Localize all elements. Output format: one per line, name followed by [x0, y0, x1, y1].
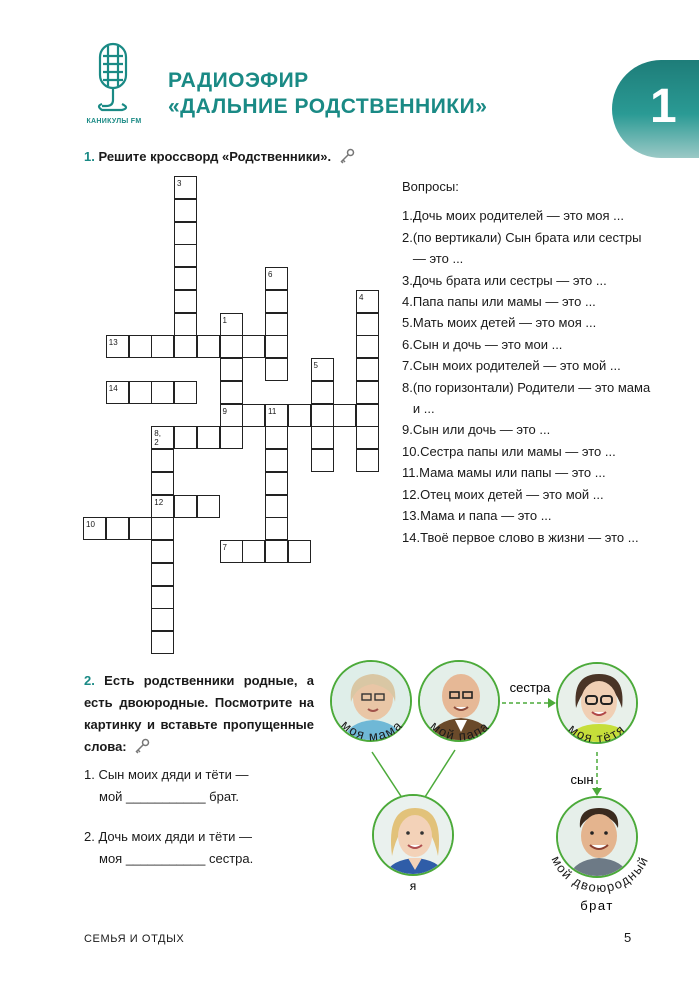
clue-number: 1: [222, 315, 227, 325]
question-text: Дочь моих родителей — это моя ...: [412, 208, 625, 224]
clue-number: 6: [268, 270, 273, 279]
clue-number: 14: [108, 383, 118, 393]
question-number: 5.: [402, 315, 413, 331]
question-text: Сын и дочь — это мои ...: [412, 336, 563, 352]
clue-number: 13: [108, 338, 118, 348]
question-text: Папа папы или мамы — это ...: [412, 294, 596, 310]
mom-label: моя мама: [338, 717, 406, 744]
chapter-number: 1: [650, 80, 677, 133]
cousin-label-2: брат: [580, 898, 614, 913]
question-number: 12.: [402, 486, 421, 502]
title-line-1: РАДИОЭФИР: [168, 69, 309, 92]
question-text: Мать моих детей — это моя ...: [412, 315, 597, 331]
question-text: Твоё первое слово в жизни — это ...: [420, 529, 639, 545]
clue-number: 4: [359, 292, 364, 302]
question-text: (по вертикали) Сын брата или сестры — это ...: [412, 229, 642, 267]
clue-number: 11: [268, 406, 277, 416]
question-number: 1.: [402, 208, 413, 224]
clue-number: 10: [86, 520, 95, 530]
task2-number: 2.: [84, 673, 95, 688]
question-number: 3.: [402, 272, 413, 288]
question-number: 10.: [402, 443, 421, 459]
me-label: я: [409, 879, 417, 893]
question-number: 4.: [402, 294, 413, 310]
logo-text: КАНИКУЛЫ FM: [86, 118, 142, 125]
cousin-label: мой двоюродный: [548, 853, 652, 896]
page-number: 5: [624, 930, 632, 945]
question-text: (по горизонтали) Родители — это мама и ...: [412, 379, 651, 417]
aunt-label: моя тётя: [565, 721, 629, 746]
question-number: 9.: [402, 422, 413, 438]
dad-label: мой папа: [427, 718, 493, 744]
sentence-2-line-1: 2. Дочь моих дяди и тёти —: [84, 829, 253, 844]
question-number: 11.: [402, 465, 420, 481]
footer-section: СЕМЬЯ И ОТДЫХ: [84, 933, 185, 945]
question-number: 8.: [402, 379, 413, 395]
clue-number: 7: [222, 543, 227, 552]
sentence-1-line-2: мой ___________ брат.: [99, 789, 239, 804]
sister-label: сестра: [509, 680, 551, 695]
clue-number: 12: [154, 497, 164, 507]
question-number: 14.: [402, 529, 421, 545]
son-label: сын: [570, 772, 594, 787]
questions-title: Вопросы:: [402, 179, 459, 194]
clue-number: 8, 2: [154, 429, 161, 448]
question-number: 7.: [402, 358, 413, 374]
task1-number: 1.: [84, 149, 95, 164]
question-text: Мама и папа — это ...: [420, 508, 552, 524]
question-text: Сын моих родителей — это мой ...: [412, 358, 621, 374]
question-number: 6.: [402, 336, 413, 352]
sentence-2-line-2: моя ___________ сестра.: [99, 851, 254, 866]
question-text: Сын или дочь — это ...: [412, 422, 551, 438]
question-text: Сестра папы или мамы — это ...: [420, 443, 616, 459]
title-line-2: «ДАЛЬНИЕ РОДСТВЕННИКИ»: [168, 95, 488, 118]
sentence-1-line-1: 1. Сын моих дяди и тёти —: [84, 767, 249, 782]
clue-number: 5: [313, 361, 318, 370]
clue-number: 3: [177, 179, 182, 188]
question-number: 13.: [402, 508, 421, 524]
question-text: Отец моих детей — это мой ...: [420, 486, 604, 502]
question-text: Дочь брата или сестры — это ...: [412, 272, 607, 288]
task1-text: Решите кроссворд «Родственники».: [98, 149, 332, 164]
clue-number: 9: [222, 406, 227, 416]
task2-text: Есть родственники родные, а есть двоюродные. Посмотрите на картинку и вставьте пропущенные слова:: [84, 673, 314, 754]
question-number: 2.: [402, 229, 413, 245]
question-text: Мама мамы или папы — это ...: [419, 465, 606, 481]
